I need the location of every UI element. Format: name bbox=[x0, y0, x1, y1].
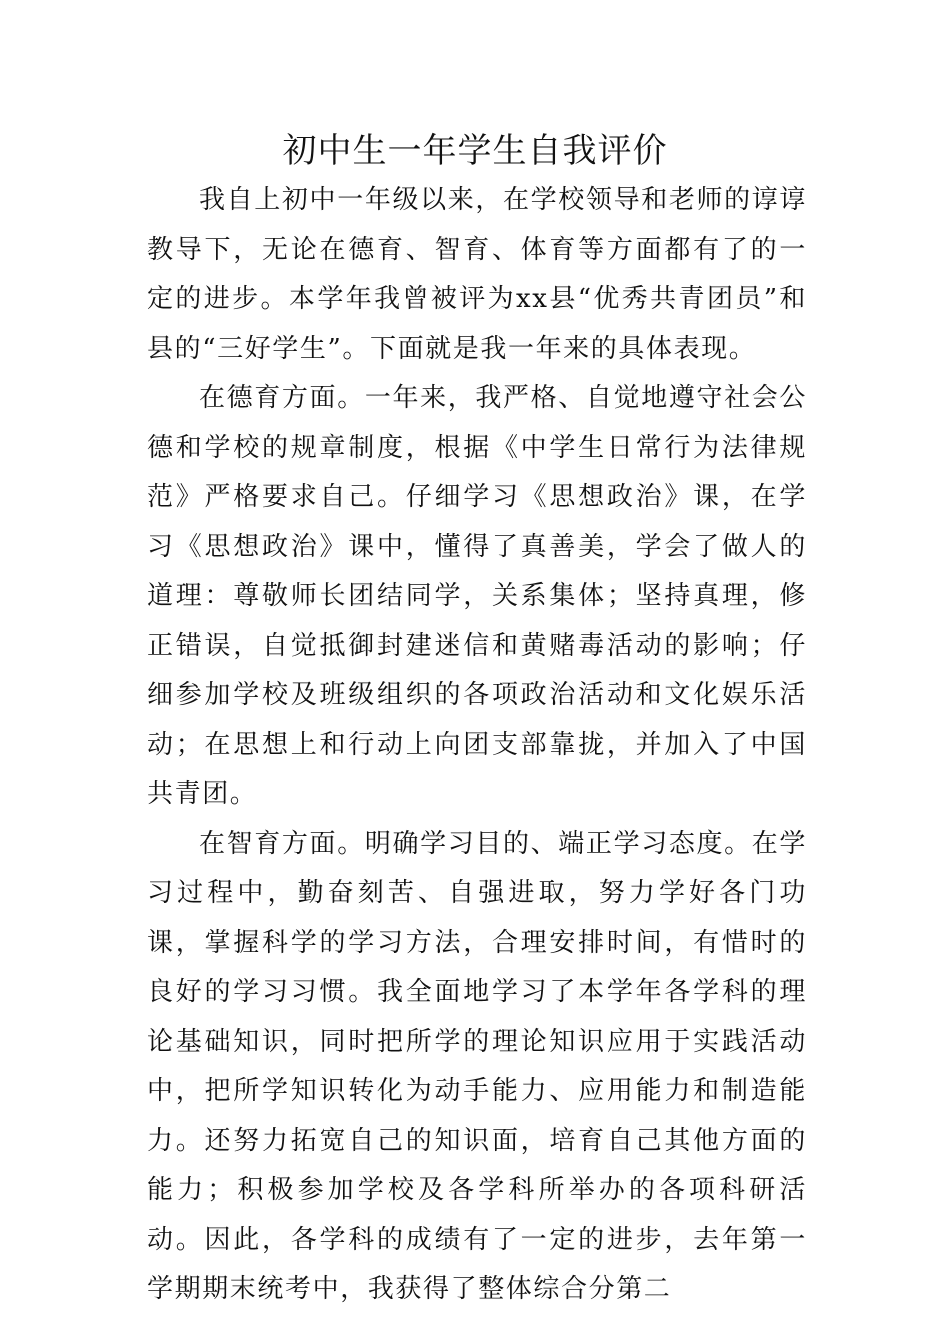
document-body bbox=[147, 176, 807, 1315]
paragraph-moral-education: 在德育方面。一年来，我严格、自觉地遵守社会公德和学校的规章制度，根据《中学生日常行为法律规范》严格要求自己。仔细学习《思想政治》课，在学习《思想政治》课中，懂得了真善美，学会了做人的道理：尊敬师长团结同学，关系集体；坚持真理，修正错误，自觉抵御封建迷信和黄赌毒活动的影响；仔细参加学校及班级组织的各项政治活动和文化娱乐活动；在思想上和行动上向团支部靠拢，并加入了中国共青团。 bbox=[147, 383, 807, 809]
paragraph-intro: 我自上初中一年级以来，在学校领导和老师的谆谆教导下，无论在德育、智育、体育等方面都有了的一定的进步。本学年我曾被评为xx县“优秀共青团员”和县的“三好学生”。下面就是我一年来的具体表现。 bbox=[147, 185, 807, 364]
paragraph-intellectual-education: 在智育方面。明确学习目的、端正学习态度。在学习过程中，勤奋刻苦、自强进取，努力学好各门功课，掌握科学的学习方法，合理安排时间，有惜时的良好的学习习惯。我全面地学习了本学年各学科的理论基础知识，同时把所学的理论知识应用于实践活动中，把所学知识转化为动手能力、应用能力和制造能力。还努力拓宽自己的知识面，培育自己其他方面的能力；积极参加学校及各学科所举办的各项科研活动。因此，各学科的成绩有了一定的进步，去年第一学期期末统考中，我获得了整体综合分第二 bbox=[147, 828, 807, 1304]
document-title: 初中生一年学生自我评价 bbox=[282, 131, 668, 171]
